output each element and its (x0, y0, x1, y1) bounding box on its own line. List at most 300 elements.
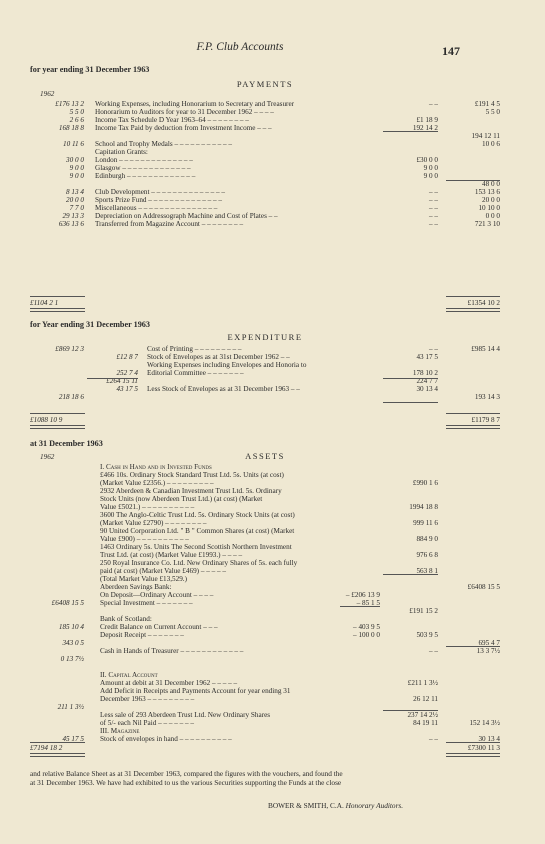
amount: 5 5 0 (485, 108, 500, 116)
amount (445, 471, 500, 479)
amount (445, 353, 500, 361)
bank-amount (310, 719, 380, 727)
amount (382, 148, 438, 156)
amount: 84 19 11 (413, 719, 438, 727)
rule (383, 131, 438, 132)
rule (446, 296, 500, 297)
bank-amount (310, 487, 380, 495)
bank-amount (310, 663, 380, 671)
amount: – – (429, 196, 438, 204)
bank-amount (310, 735, 380, 743)
assets-inner-column (382, 463, 438, 743)
amount: – – (429, 212, 438, 220)
payments-inner-column (382, 100, 438, 228)
amount (445, 172, 500, 180)
amount: 563 8 1 (416, 567, 438, 575)
auditor-firm: BOWER & SMITH, C.A. (268, 801, 344, 810)
line-item: 2932 Aberdeen & Canadian Investment Trust Ltd. 5s. Ordinary (100, 487, 282, 495)
auditor-signature (268, 802, 403, 811)
bank-amount (310, 703, 380, 711)
prev-year-amount (28, 479, 84, 487)
prev-year-amount: 29 13 3 (62, 212, 84, 220)
amount: 1994 18 8 (409, 503, 438, 511)
line-item: Club Development – – – – – – – – – – – – – – (95, 188, 225, 196)
amount: 9 0 0 (423, 164, 438, 172)
line-item: Cost of Printing – – – – – – – – – (147, 345, 242, 353)
bank-amount (310, 471, 380, 479)
prev-year-amount (28, 679, 84, 687)
prev-year-amount (28, 551, 84, 559)
bank-amount: – 85 1 5 (356, 599, 380, 607)
payments-outer-column (445, 100, 500, 228)
prev-year-amount (28, 687, 84, 695)
amount (445, 599, 500, 607)
double-rule (446, 308, 500, 312)
line-item: Value £5021.) – – – – – – – – – – (100, 503, 195, 511)
line-item: Sports Prize Fund – – – – – – – – – – – – – – (95, 196, 222, 204)
prev-year-amount (28, 583, 84, 591)
assets-total: £7300 11 3 (467, 744, 500, 752)
amount (445, 511, 500, 519)
line-item: (Market Value £2790) – – – – – – – – (100, 519, 207, 527)
prev-year-amount (28, 519, 84, 527)
amount: 721 3 10 (474, 220, 500, 228)
line-item: I. Cash in Hand and in Invested Funds (100, 463, 212, 471)
amount (445, 116, 500, 124)
amount (382, 671, 438, 679)
rule (383, 402, 438, 403)
amount (382, 655, 438, 663)
subtotal-amount (86, 345, 138, 353)
line-item: On Deposit—Ordinary Account – – – – (100, 591, 214, 599)
amount (445, 156, 500, 164)
line-item: Income Tax Paid by deduction from Investment Income – – – (95, 124, 272, 132)
amount (445, 727, 500, 735)
rule (30, 413, 85, 414)
bank-amount (310, 575, 380, 583)
amount: 152 14 3½ (469, 719, 500, 727)
amount (382, 527, 438, 535)
amount: – – (429, 735, 438, 743)
rule (446, 742, 500, 743)
line-item: School and Trophy Medals – – – – – – – – – – – (95, 140, 232, 148)
double-rule (446, 425, 500, 429)
expenditure-total: £1179 8 7 (471, 416, 500, 424)
expenditure-inner-column (382, 345, 438, 401)
assets-items (100, 463, 345, 743)
prev-year-amount (28, 487, 84, 495)
line-item: Stock of envelopes in hand – – – – – – – – – – (100, 735, 232, 743)
auditor-statement-line-2: at 31 December 1963. We have had exhibited to us the various Securities supporting the Funds at the close (30, 778, 342, 787)
amount (382, 583, 438, 591)
prev-year-amount (28, 369, 84, 377)
prev-year-amount: 30 0 0 (66, 156, 84, 164)
amount (382, 471, 438, 479)
payments-year: 1962 (40, 90, 55, 98)
amount (445, 148, 500, 156)
prev-year-amount (28, 471, 84, 479)
prev-year-amount: 185 10 4 (58, 623, 84, 631)
line-item: £466 10s. Ordinary Stock Standard Trust Ltd. 5s. Units (at cost) (100, 471, 284, 479)
amount (445, 369, 500, 377)
bank-amount (310, 511, 380, 519)
line-item: Honorarium to Auditors for year to 31 December 1962 – – – – (95, 108, 274, 116)
amount (445, 164, 500, 172)
prev-year-amount (28, 695, 84, 703)
amount: 503 9 5 (416, 631, 438, 639)
prev-year-amount (28, 575, 84, 583)
amount (382, 727, 438, 735)
prev-year-amount: 2 6 6 (69, 116, 84, 124)
expenditure-outer-column (445, 345, 500, 401)
bank-amount (310, 535, 380, 543)
assets-total-prev: £7194 18 2 (30, 744, 63, 752)
bank-amount (310, 527, 380, 535)
prev-year-amount: 45 17 5 (62, 735, 84, 743)
bank-amount (310, 671, 380, 679)
amount (445, 535, 500, 543)
amount: 30 13 4 (416, 385, 438, 393)
amount (445, 479, 500, 487)
double-rule (446, 753, 500, 757)
amount (445, 703, 500, 711)
page-number: 147 (442, 44, 460, 58)
amount: 193 14 3 (474, 393, 500, 401)
amount (445, 615, 500, 623)
prev-year-amount: 218 18 6 (58, 393, 84, 401)
prev-year-amount: 8 13 4 (66, 188, 84, 196)
double-rule (30, 753, 85, 757)
line-item: Aberdeen Savings Bank: (100, 583, 172, 591)
amount: £6408 15 5 (467, 583, 500, 591)
amount (382, 639, 438, 647)
rule (383, 574, 438, 575)
auditor-statement-line-1: and relative Balance Sheet as at 31 December 1963, compared the figures with the vouchers, and found the (30, 769, 343, 778)
bank-amount (310, 463, 380, 471)
prev-year-amount (28, 663, 84, 671)
prev-year-amount (28, 377, 84, 385)
amount (382, 495, 438, 503)
rule (87, 378, 138, 379)
amount: 695 4 7 (478, 639, 500, 647)
amount (382, 663, 438, 671)
line-item: Working Expenses including Envelopes and Honoria to (147, 361, 307, 369)
line-item: Special Investment – – – – – – – (100, 599, 193, 607)
amount: – – (429, 647, 438, 655)
prev-year-amount (28, 727, 84, 735)
subtotal-amount: 252 7 4 (116, 369, 138, 377)
prev-year-amount: 168 18 8 (58, 124, 84, 132)
expenditure-items (147, 345, 380, 401)
amount: 20 0 0 (482, 196, 500, 204)
bank-amount (310, 679, 380, 687)
amount: 884 9 0 (416, 535, 438, 543)
line-item: Amount at debit at 31 December 1962 – – – – – (100, 679, 238, 687)
prev-year-amount: 5 5 0 (69, 108, 84, 116)
prev-year-amount: £869 12 3 (55, 345, 84, 353)
prev-year-amount (28, 591, 84, 599)
amount: £985 14 4 (471, 345, 500, 353)
amount (382, 591, 438, 599)
prev-year-amount (28, 615, 84, 623)
line-item: 1463 Ordinary 5s. Units The Second Scottish Northern Investment (100, 543, 292, 551)
amount: £1 18 9 (416, 116, 438, 124)
amount: £211 1 3½ (407, 679, 438, 687)
expenditure-total-prev: £1088 10 9 (30, 416, 63, 424)
rule (340, 606, 380, 607)
line-item: Add Deficit in Receipts and Payments Account for year ending 31 (100, 687, 291, 695)
bank-amount (310, 583, 380, 591)
amount (445, 711, 500, 719)
prev-year-amount (28, 353, 84, 361)
double-rule (30, 425, 85, 429)
rule (30, 296, 85, 297)
prev-year-amount (28, 132, 84, 140)
line-item: III. Magazine (100, 727, 140, 735)
line-item (100, 663, 345, 671)
amount (382, 559, 438, 567)
amount (445, 385, 500, 393)
bank-amount (310, 727, 380, 735)
payments-caption: PAYMENTS (236, 79, 294, 89)
payments-heading: for year ending 31 December 1963 (30, 65, 150, 74)
prev-year-amount: 10 11 6 (62, 140, 84, 148)
prev-year-amount (28, 361, 84, 369)
line-item: Deposit Receipt – – – – – – – (100, 631, 184, 639)
amount: 237 14 2½ (407, 711, 438, 719)
line-item: Value £900) – – – – – – – – – – (100, 535, 189, 543)
line-item: 3600 The Anglo-Celtic Trust Ltd. 5s. Ordinary Stock Units (at cost) (100, 511, 295, 519)
line-item: Stock Units (now Aberdeen Trust Ltd.) (at cost) (Market (100, 495, 263, 503)
prev-year-amount: 0 13 7½ (60, 655, 84, 663)
prev-year-amount: 9 0 0 (69, 172, 84, 180)
rule (446, 646, 500, 647)
prev-year-amount (28, 711, 84, 719)
amount (382, 393, 438, 401)
amount (445, 377, 500, 385)
amount (445, 543, 500, 551)
amount (445, 687, 500, 695)
bank-amount (310, 607, 380, 615)
line-item (100, 639, 345, 647)
amount (445, 124, 500, 132)
amount (445, 655, 500, 663)
expenditure-prev-year-column (28, 345, 84, 401)
line-item: 250 Royal Insurance Co. Ltd. New Ordinary Shares of 5s. each fully (100, 559, 298, 567)
amount: £191 4 5 (474, 100, 500, 108)
bank-amount (310, 647, 380, 655)
prev-year-amount: 20 0 0 (66, 196, 84, 204)
prev-year-amount: 636 13 6 (58, 220, 84, 228)
amount: – – (429, 220, 438, 228)
amount: £30 0 0 (416, 156, 438, 164)
amount (382, 575, 438, 583)
bank-amount (310, 519, 380, 527)
assets-bank-column (310, 463, 380, 743)
amount: 224 7 7 (416, 377, 438, 385)
assets-outer-column (445, 463, 500, 743)
bank-amount (310, 503, 380, 511)
bank-amount: – £206 13 9 (345, 591, 380, 599)
prev-year-amount: £6408 15 5 (51, 599, 84, 607)
prev-year-amount (28, 559, 84, 567)
amount (445, 591, 500, 599)
line-item: Stock of Envelopes as at 31st December 1962 – – (147, 353, 290, 361)
page-title: F.P. Club Accounts (196, 41, 284, 53)
rule (383, 378, 438, 379)
line-item: paid (at cost) (Market Value £469) – – – – – (100, 567, 227, 575)
prev-year-amount (28, 463, 84, 471)
amount (445, 631, 500, 639)
line-item: Editorial Committee – – – – – – – (147, 369, 244, 377)
double-rule (30, 308, 85, 312)
amount (382, 132, 438, 140)
amount: 153 13 6 (474, 188, 500, 196)
line-item: Credit Balance on Current Account – – – (100, 623, 218, 631)
payments-total: £1354 10 2 (467, 299, 500, 307)
prev-year-amount: 9 0 0 (69, 164, 84, 172)
amount (445, 679, 500, 687)
payments-total-prev: £1104 2 1 (30, 299, 59, 307)
bank-amount (310, 479, 380, 487)
amount: 9 0 0 (423, 172, 438, 180)
amount: 48 0 0 (482, 180, 500, 188)
prev-year-amount (28, 647, 84, 655)
amount (382, 599, 438, 607)
line-item: Less Stock of Envelopes as at 31 December 1963 – – (147, 385, 300, 393)
amount (445, 607, 500, 615)
balance-heading: at 31 December 1963 (30, 439, 103, 448)
expenditure-caption: EXPENDITURE (227, 332, 303, 342)
amount (445, 551, 500, 559)
bank-amount (310, 551, 380, 559)
assets-prev-year-column (28, 463, 84, 743)
amount (445, 663, 500, 671)
bank-amount (310, 543, 380, 551)
line-item: Working Expenses, including Honorarium to Secretary and Treasurer (95, 100, 295, 108)
amount: – – (429, 345, 438, 353)
amount (382, 180, 438, 188)
rule (30, 742, 85, 743)
prev-year-amount (28, 719, 84, 727)
line-item: Trust Ltd. (at cost) (Market Value £1993.) – – – – (100, 551, 243, 559)
amount (445, 503, 500, 511)
amount (445, 559, 500, 567)
amount: 30 13 4 (478, 735, 500, 743)
amount: £191 15 2 (409, 607, 438, 615)
amount (445, 361, 500, 369)
line-item: Edinburgh – – – – – – – – – – – – – (95, 172, 196, 180)
prev-year-amount (28, 631, 84, 639)
prev-year-amount: £176 13 2 (55, 100, 84, 108)
subtotal-amount: £12 8 7 (116, 353, 138, 361)
amount: 26 12 11 (413, 695, 438, 703)
prev-year-amount (28, 148, 84, 156)
amount (382, 463, 438, 471)
amount: 10 0 6 (482, 140, 500, 148)
line-item: Capitation Grants: (95, 148, 148, 156)
line-item (147, 393, 380, 401)
line-item: Depreciation on Addressograph Machine and Cost of Plates – – (95, 212, 278, 220)
amount: 192 14 2 (412, 124, 438, 132)
amount: £990 1 6 (412, 479, 438, 487)
rule (446, 413, 500, 414)
prev-year-amount (28, 543, 84, 551)
prev-year-amount (28, 527, 84, 535)
line-item: (Total Market Value £13,529.) (100, 575, 187, 583)
bank-amount (310, 655, 380, 663)
line-item: Bank of Scotland: (100, 615, 152, 623)
amount: 999 11 6 (413, 519, 438, 527)
amount (382, 511, 438, 519)
line-item: II. Capital Account (100, 671, 158, 679)
bank-amount: – 403 9 5 (353, 623, 380, 631)
amount (382, 361, 438, 369)
amount (445, 527, 500, 535)
line-item: Transferred from Magazine Account – – – – – – – – (95, 220, 244, 228)
prev-year-amount: 343 0 5 (62, 639, 84, 647)
prev-year-amount (28, 385, 84, 393)
bank-amount (310, 639, 380, 647)
amount: – – (429, 100, 438, 108)
amount (445, 695, 500, 703)
line-item: Income Tax Schedule D Year 1963–64 – – – – – – – – (95, 116, 249, 124)
payments-items (95, 100, 380, 228)
line-item: December 1963 – – – – – – – – – (100, 695, 195, 703)
line-item: Less sale of 293 Aberdeen Trust Ltd. New Ordinary Shares (100, 711, 271, 719)
amount (445, 463, 500, 471)
prev-year-amount (28, 495, 84, 503)
bank-amount (310, 687, 380, 695)
line-item (95, 180, 380, 188)
subtotal-amount: £264 15 11 (106, 377, 138, 385)
amount (382, 623, 438, 631)
prev-year-amount (28, 180, 84, 188)
bank-amount (310, 711, 380, 719)
amount (445, 519, 500, 527)
payments-prev-year-column (28, 100, 84, 228)
amount: – – (429, 188, 438, 196)
amount: 0 0 0 (485, 212, 500, 220)
prev-year-amount (28, 607, 84, 615)
prev-year-amount (28, 511, 84, 519)
line-item (95, 132, 380, 140)
prev-year-amount (28, 535, 84, 543)
line-item (100, 703, 345, 711)
amount (445, 623, 500, 631)
amount: 178 10 2 (412, 369, 438, 377)
amount: 10 10 0 (478, 204, 500, 212)
bank-amount (310, 559, 380, 567)
bank-amount (310, 567, 380, 575)
subtotal-amount: 43 17 5 (116, 385, 138, 393)
expenditure-subtotal-column (86, 345, 138, 401)
bank-amount (310, 495, 380, 503)
subtotal-amount (86, 361, 138, 369)
line-item: 90 United Corporation Ltd. " B " Common Shares (at cost) (Market (100, 527, 295, 535)
rule (383, 710, 438, 711)
amount (445, 671, 500, 679)
amount (382, 487, 438, 495)
amount (382, 687, 438, 695)
line-item (100, 655, 345, 663)
bank-amount (310, 615, 380, 623)
amount (382, 615, 438, 623)
amount: 194 12 11 (471, 132, 500, 140)
line-item: Miscellaneous – – – – – – – – – – – – – – – (95, 204, 218, 212)
assets-caption: ASSETS (245, 451, 285, 461)
amount (445, 567, 500, 575)
